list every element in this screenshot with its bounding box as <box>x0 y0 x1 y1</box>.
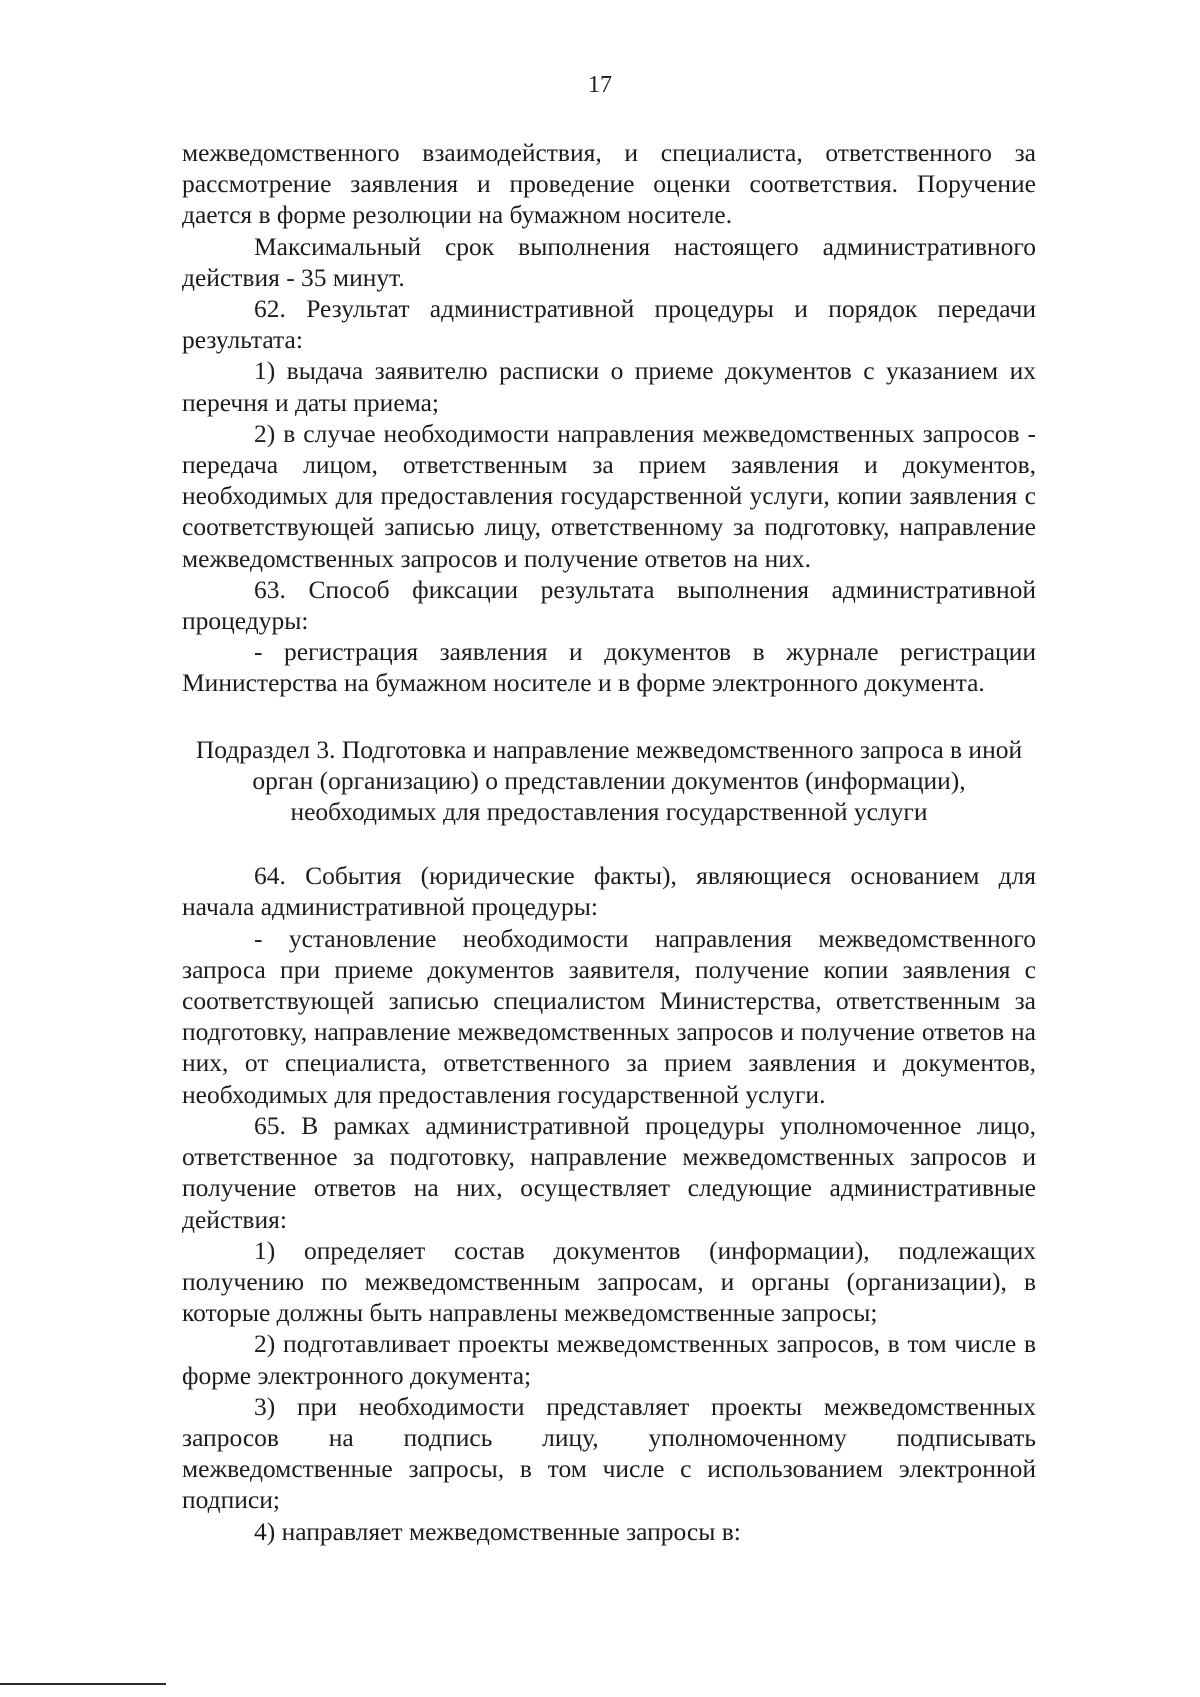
paragraph-63: 63. Способ фиксации результата выполнения административной процедуры: <box>182 574 1036 636</box>
paragraph-64: 64. События (юридические факты), являющиеся основанием для начала административной процедуры: <box>182 861 1036 922</box>
section-heading: Подраздел 3. Подготовка и направление межведомственного запроса в иной орган (организацию) о представлении документов (информации), необходимых для предоставления государственной услуги <box>195 734 1023 827</box>
paragraph-65-item-1: 1) определяет состав документов (информации), подлежащих получению по межведомственным запросам, и органы (организации), в которые должны быть направлены межведомственные запросы; <box>182 1235 1036 1328</box>
page-number: 17 <box>588 72 612 98</box>
paragraph-62-item-2: 2) в случае необходимости направления межведомственных запросов - передача лицом, ответственным за прием заявления и документов, необходимых для предоставления государственной услуги, копии заявления с соответствующей записью лицу, ответственному за подготовку, направление межведомственных запросов и получение ответов на них. <box>182 418 1036 573</box>
paragraph-65-item-2: 2) подготавливает проекты межведомственных запросов, в том числе в форме электронного документа; <box>182 1329 1036 1390</box>
paragraph-62-item-1: 1) выдача заявителю расписки о приеме документов с указанием их перечня и даты приема; <box>182 356 1036 417</box>
paragraph-65: 65. В рамках административной процедуры уполномоченное лицо, ответственное за подготовку, направление межведомственных запросов и получение ответов на них, осуществляет следующие административные действия: <box>182 1110 1036 1234</box>
paragraph-65-item-4: 4) направляет межведомственные запросы в: <box>254 1516 741 1546</box>
paragraph-64-item: - установление необходимости направления межведомственного запроса при приеме документов заявителя, получение копии заявления с соответствующей записью специалистом Министерства, ответственным за подготовку, направление межведомственных запросов и получение ответов на них, от специалиста, ответственного за прием заявления и документов, необходимых для предоставления государственной услуги. <box>182 923 1036 1109</box>
paragraph-continuation: межведомственного взаимодействия, и специалиста, ответственного за рассмотрение заявления и проведение оценки соответствия. Поручение дается в форме резолюции на бумажном носителе. <box>182 138 1036 230</box>
paragraph-63-item: - регистрация заявления и документов в журнале регистрации Министерства на бумажном носителе и в форме электронного документа. <box>182 637 1036 698</box>
paragraph-65-item-3: 3) при необходимости представляет проекты межведомственных запросов на подпись лицу, уполномоченному подписывать межведомственные запросы, в том числе с использованием электронной подписи; <box>182 1391 1036 1515</box>
paragraph-62: 62. Результат административной процедуры и порядок передачи результата: <box>182 294 1036 355</box>
paragraph-max-duration: Максимальный срок выполнения настоящего административного действия - 35 минут. <box>182 231 1036 292</box>
footer-divider <box>0 1683 166 1685</box>
document-body <box>182 137 1036 1547</box>
